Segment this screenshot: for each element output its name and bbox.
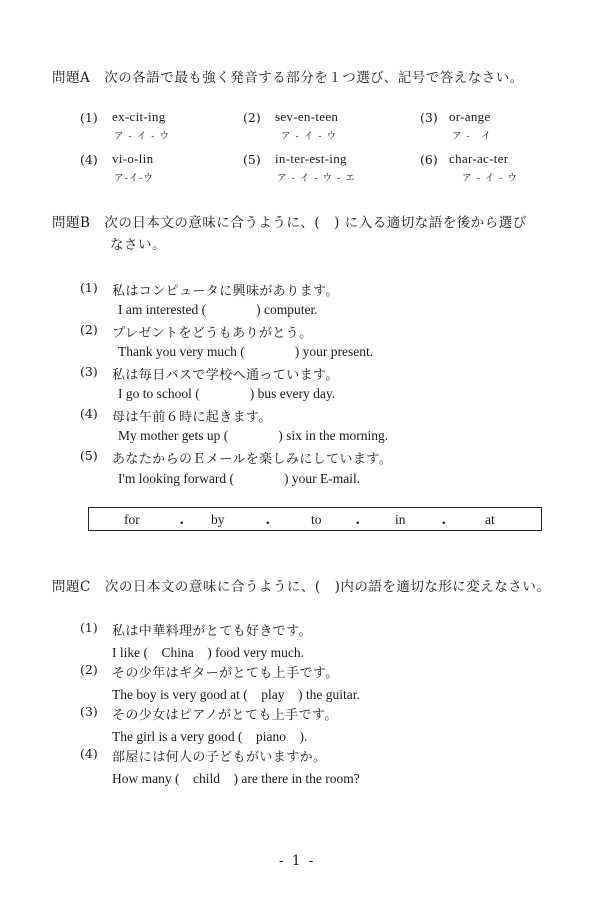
c-item-3-num: (3) [80,704,98,719]
a-item-2-word: sev-en-teen [275,109,339,124]
b-item-3-jp: 私は毎日バスで学校へ通っています。 [112,368,339,383]
choice-separator: ・ [261,516,275,531]
choice-in: in [395,512,406,527]
a-item-6-word: char-ac-ter [449,151,509,166]
b-item-5-num: (5) [80,448,98,463]
a-item-6-marks: ア - イ - ウ [462,173,518,184]
a-item-5-num: (5) [243,152,261,167]
a-item-3-num: (3) [420,110,438,125]
b-item-2-en: Thank you very much ( ) your present. [118,344,374,359]
c-item-4-en: How many ( child ) are there in the room? [112,771,360,786]
a-item-3-marks: ア - イ [452,131,492,142]
section-b-title-line1: 問題B 次の日本文の意味に合うように、( ) に入る適切な語を後から選び [52,215,527,231]
a-item-4-num: (4) [80,152,98,167]
a-item-2-marks: ア - イ - ウ [281,131,337,142]
b-item-5-en: I'm looking forward ( ) your E-mail. [118,471,361,486]
b-item-4-jp: 母は午前６時に起きます。 [112,410,272,425]
choice-at: at [485,512,495,527]
b-item-1-en: I am interested ( ) computer. [118,302,318,317]
b-item-5-jp: あなたからのＥメールを楽しみにしています。 [112,452,393,467]
a-item-5-word: in-ter-est-ing [275,151,347,166]
c-item-4-jp: 部屋には何人の子どもがいますか。 [112,750,327,765]
choice-box [88,507,542,531]
b-item-4-num: (4) [80,406,98,421]
section-c-title: 問題C 次の日本文の意味に合うように、( )内の語を適切な形に変えなさい。 [52,579,551,595]
a-item-1-marks: ア - イ - ウ [114,131,170,142]
c-item-1-en: I like ( China ) food very much. [112,645,304,660]
c-item-2-num: (2) [80,662,98,677]
a-item-2-num: (2) [243,110,261,125]
b-item-2-num: (2) [80,322,98,337]
c-item-2-jp: その少年はギターがとても上手です。 [112,666,339,681]
a-item-3-word: or-ange [449,109,491,124]
choice-separator: ・ [175,516,189,531]
c-item-1-jp: 私は中華料理がとても好きです。 [112,624,312,639]
a-item-5-marks: ア - イ - ウ - エ [277,173,356,184]
a-item-6-num: (6) [420,152,438,167]
c-item-2-en: The boy is very good at ( play ) the guitar. [112,687,360,702]
a-item-4-word: vi-o-lin [112,151,154,166]
c-item-1-num: (1) [80,620,98,635]
b-item-2-jp: プレゼントをどうもありがとう。 [112,326,313,341]
a-item-4-marks: ア-イ-ウ [114,173,154,184]
choice-by: by [211,512,225,527]
a-item-1-word: ex-cit-ing [112,109,166,124]
c-item-3-jp: その少女はピアノがとても上手です。 [112,708,338,723]
b-item-1-jp: 私はコンピュータに興味があります。 [112,284,339,299]
choice-to: to [311,512,322,527]
a-item-1-num: (1) [80,110,98,125]
section-a-title: 問題A 次の各語で最も強く発音する部分を１つ選び、記号で答えなさい。 [52,70,524,86]
choice-separator: ・ [351,516,365,531]
c-item-3-en: The girl is a very good ( piano ). [112,729,308,744]
section-b-title-line2: なさい。 [110,237,166,253]
b-item-4-en: My mother gets up ( ) six in the morning. [118,428,389,443]
choice-separator: ・ [437,516,451,531]
page-number: - 1 - [279,853,316,869]
b-item-1-num: (1) [80,280,98,295]
b-item-3-en: I go to school ( ) bus every day. [118,386,336,401]
b-item-3-num: (3) [80,364,98,379]
c-item-4-num: (4) [80,746,98,761]
choice-for: for [124,512,140,527]
